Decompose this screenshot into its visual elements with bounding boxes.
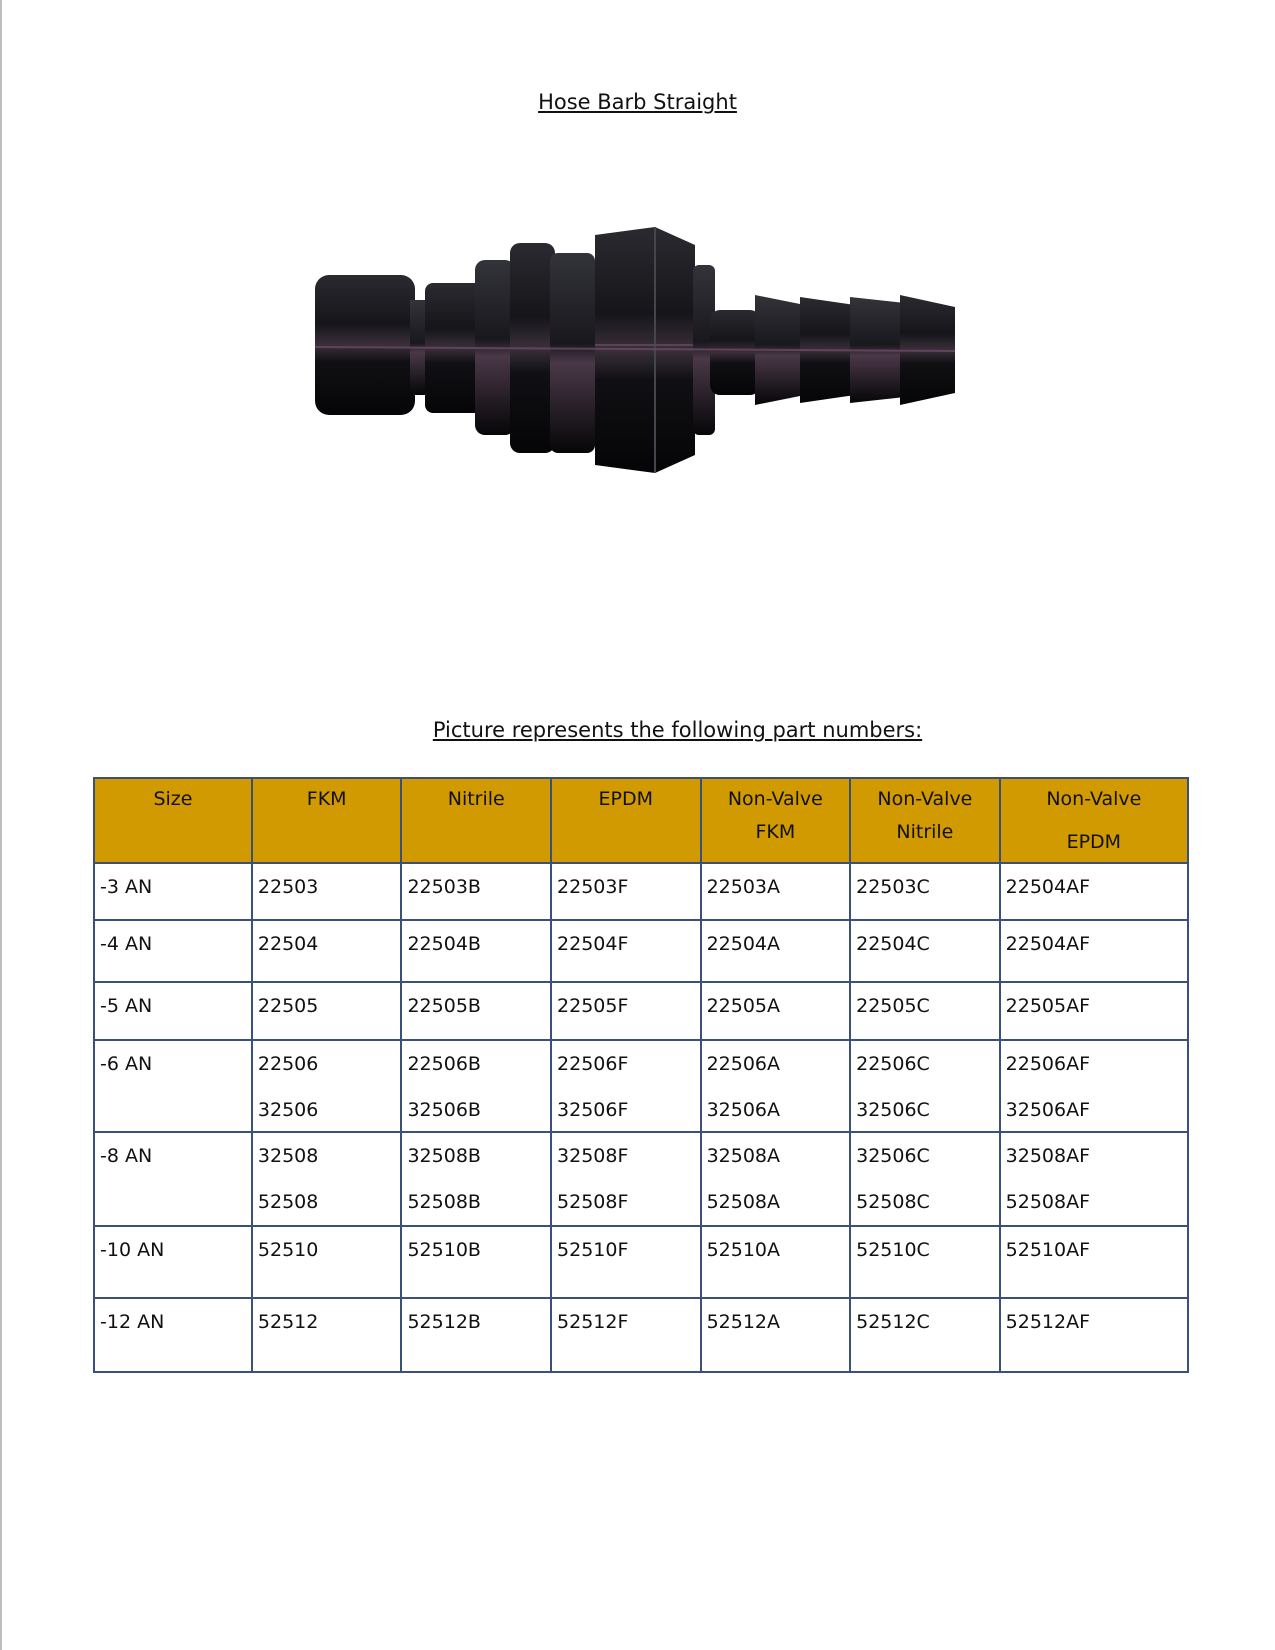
cell-fkm xyxy=(252,1226,402,1298)
part-number: 22505AF xyxy=(1005,995,1091,1017)
part-number: 32508AF xyxy=(1005,1145,1091,1167)
part-number: 52508AF xyxy=(1005,1191,1091,1213)
cell-non-valve-epdm xyxy=(1000,1226,1188,1298)
cell-nitrile xyxy=(401,1132,551,1226)
part-number: 22504C xyxy=(856,933,930,955)
cell-non-valve-epdm xyxy=(1000,1040,1188,1132)
cell-size xyxy=(94,920,252,982)
part-number: 22504AF xyxy=(1005,876,1091,898)
part-numbers-heading: Picture represents the following part numbers: xyxy=(432,718,923,742)
part-number: 32506B xyxy=(407,1099,481,1121)
size-value: -12 AN xyxy=(100,1311,165,1333)
part-numbers-table xyxy=(93,777,1189,1373)
part-number: 22503F xyxy=(557,876,629,898)
part-number: 22504A xyxy=(706,933,781,955)
cell-epdm xyxy=(551,1226,701,1298)
part-number: 22506 xyxy=(257,1053,319,1075)
cell-fkm xyxy=(252,982,402,1040)
cell-non-valve-fkm xyxy=(701,1040,851,1132)
part-number: 52508B xyxy=(407,1191,481,1213)
part-number: 32508B xyxy=(407,1145,481,1167)
cell-epdm xyxy=(551,982,701,1040)
part-number: 52508C xyxy=(856,1191,930,1213)
table-row xyxy=(94,1298,1188,1372)
part-number: 32506C xyxy=(856,1099,930,1121)
cell-non-valve-nitrile xyxy=(850,1298,1000,1372)
cell-nitrile xyxy=(401,1226,551,1298)
cell-fkm xyxy=(252,1040,402,1132)
table-row xyxy=(94,982,1188,1040)
cell-epdm xyxy=(551,1040,701,1132)
part-number: 52510C xyxy=(856,1239,930,1261)
header-non-valve-fkm: Non-Valve FKM xyxy=(701,778,851,863)
part-number: 22505F xyxy=(557,995,629,1017)
part-number: 52508A xyxy=(706,1191,781,1213)
part-number: 22506A xyxy=(706,1053,781,1075)
cell-epdm xyxy=(551,920,701,982)
cell-nitrile xyxy=(401,982,551,1040)
hose-barb-fitting-photo xyxy=(315,225,1005,515)
part-number: 52512C xyxy=(856,1311,930,1333)
size-value: -5 AN xyxy=(100,995,153,1017)
cell-non-valve-fkm xyxy=(701,1226,851,1298)
part-number: 32506A xyxy=(706,1099,781,1121)
table-row xyxy=(94,1132,1188,1226)
part-number: 52512AF xyxy=(1005,1311,1091,1333)
cell-non-valve-epdm xyxy=(1000,982,1188,1040)
part-number: 32508F xyxy=(557,1145,629,1167)
part-number: 22504B xyxy=(407,933,481,955)
cell-size xyxy=(94,1226,252,1298)
part-number: 52508F xyxy=(557,1191,629,1213)
size-value: -8 AN xyxy=(100,1145,153,1167)
part-number: 22503C xyxy=(856,876,930,898)
part-number: 52512A xyxy=(706,1311,781,1333)
cell-non-valve-fkm xyxy=(701,982,851,1040)
part-number: 52510F xyxy=(557,1239,629,1261)
cell-non-valve-fkm xyxy=(701,1298,851,1372)
part-number: 32508A xyxy=(706,1145,781,1167)
cell-non-valve-epdm xyxy=(1000,1298,1188,1372)
table-row xyxy=(94,1226,1188,1298)
cell-non-valve-nitrile xyxy=(850,1040,1000,1132)
part-number: 22505B xyxy=(407,995,481,1017)
header-non-valve-nitrile: Non-Valve Nitrile xyxy=(850,778,1000,863)
part-number: 22506B xyxy=(407,1053,481,1075)
cell-non-valve-fkm xyxy=(701,1132,851,1226)
part-number: 22504AF xyxy=(1005,933,1091,955)
cell-size xyxy=(94,982,252,1040)
part-number: 32508 xyxy=(257,1145,319,1167)
cell-size xyxy=(94,863,252,920)
part-number: 52510AF xyxy=(1005,1239,1091,1261)
table-row xyxy=(94,863,1188,920)
part-number: 22506C xyxy=(856,1053,930,1075)
document-title: Hose Barb Straight xyxy=(538,90,737,114)
part-number: 52512 xyxy=(257,1311,319,1333)
part-number: 22504 xyxy=(257,933,319,955)
cell-epdm xyxy=(551,1132,701,1226)
part-number: 52508 xyxy=(257,1191,319,1213)
header-nitrile: Nitrile xyxy=(401,778,551,863)
cell-non-valve-nitrile xyxy=(850,920,1000,982)
cell-epdm xyxy=(551,1298,701,1372)
header-size: Size xyxy=(94,778,252,863)
part-number: 52512F xyxy=(557,1311,629,1333)
cell-non-valve-nitrile xyxy=(850,1132,1000,1226)
size-value: -6 AN xyxy=(100,1053,153,1075)
part-number: 22505 xyxy=(257,995,319,1017)
cell-nitrile xyxy=(401,1040,551,1132)
part-number: 52512B xyxy=(407,1311,481,1333)
part-number: 22505C xyxy=(856,995,930,1017)
size-value: -4 AN xyxy=(100,933,153,955)
size-value: -3 AN xyxy=(100,876,153,898)
cell-non-valve-epdm xyxy=(1000,920,1188,982)
part-number: 22503B xyxy=(407,876,481,898)
cell-non-valve-epdm xyxy=(1000,1132,1188,1226)
size-value: -10 AN xyxy=(100,1239,165,1261)
part-number: 32506 xyxy=(257,1099,319,1121)
part-number: 22505A xyxy=(706,995,781,1017)
cell-size xyxy=(94,1040,252,1132)
part-number: 52510B xyxy=(407,1239,481,1261)
cell-epdm xyxy=(551,863,701,920)
cell-size xyxy=(94,1298,252,1372)
cell-fkm xyxy=(252,1132,402,1226)
cell-nitrile xyxy=(401,920,551,982)
cell-nitrile xyxy=(401,863,551,920)
header-non-valve-epdm: Non-Valve EPDM xyxy=(1000,778,1188,863)
part-number: 52510A xyxy=(706,1239,781,1261)
part-number: 22503A xyxy=(706,876,781,898)
cell-fkm xyxy=(252,1298,402,1372)
cell-non-valve-nitrile xyxy=(850,1226,1000,1298)
header-epdm: EPDM xyxy=(551,778,701,863)
cell-fkm xyxy=(252,863,402,920)
cell-fkm xyxy=(252,920,402,982)
cell-non-valve-nitrile xyxy=(850,863,1000,920)
cell-non-valve-epdm xyxy=(1000,863,1188,920)
part-number: 32506F xyxy=(557,1099,629,1121)
table-row xyxy=(94,1040,1188,1132)
part-number: 22504F xyxy=(557,933,629,955)
cell-nitrile xyxy=(401,1298,551,1372)
page-left-border xyxy=(0,0,2,1650)
cell-size xyxy=(94,1132,252,1226)
table-body xyxy=(94,863,1188,1372)
part-number: 22506F xyxy=(557,1053,629,1075)
header-fkm: FKM xyxy=(252,778,402,863)
table-row xyxy=(94,920,1188,982)
cell-non-valve-fkm xyxy=(701,863,851,920)
cell-non-valve-fkm xyxy=(701,920,851,982)
part-number: 22503 xyxy=(257,876,319,898)
part-number: 52510 xyxy=(257,1239,319,1261)
part-number: 22506AF xyxy=(1005,1053,1091,1075)
cell-non-valve-nitrile xyxy=(850,982,1000,1040)
part-number: 32506AF xyxy=(1005,1099,1091,1121)
part-number: 32506C xyxy=(856,1145,930,1167)
table-header-row xyxy=(94,778,1188,863)
